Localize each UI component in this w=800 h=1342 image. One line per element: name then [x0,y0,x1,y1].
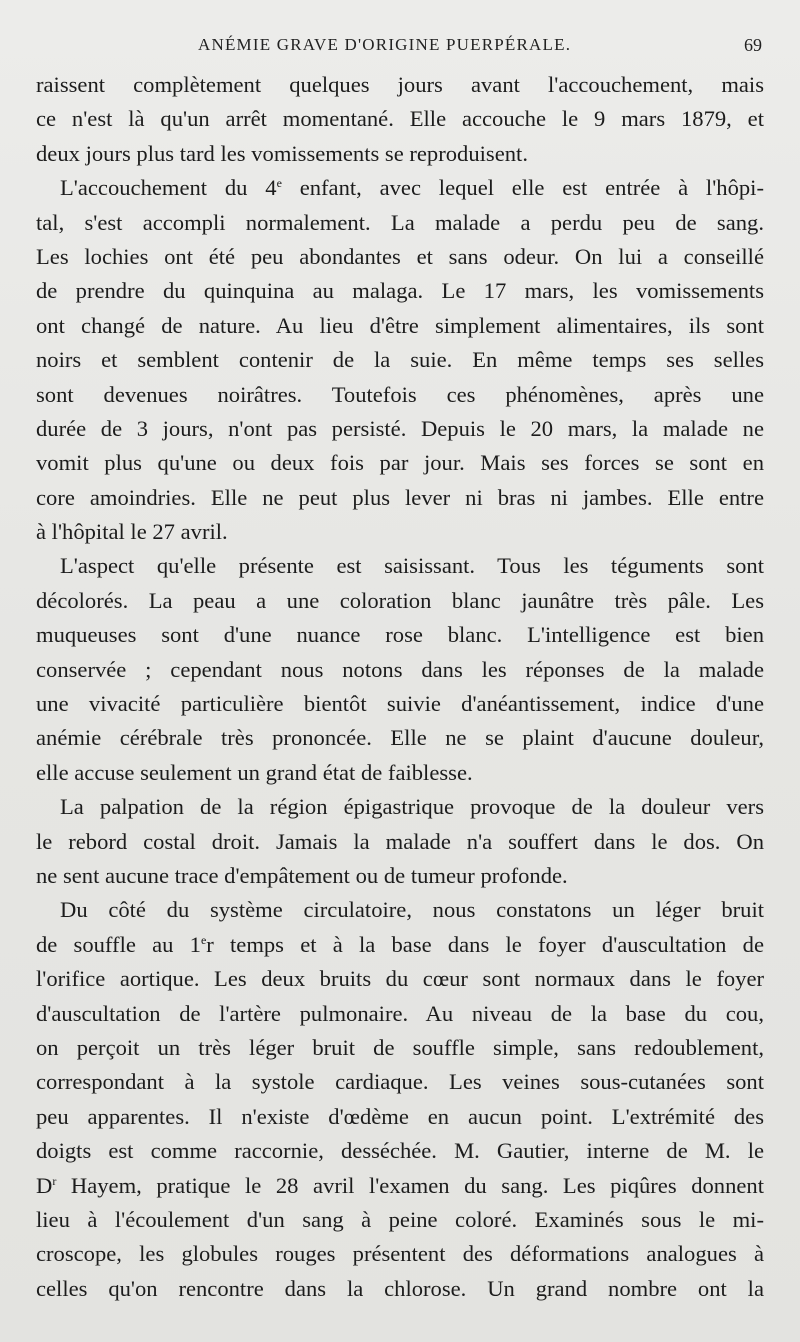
text-line: de prendre du quinquina au malaga. Le 17 mars, les vomissements [36,278,764,304]
text-line: tal, s'est accompli normalement. La malade a perdu peu de sang. [36,209,764,235]
text-line: durée de 3 jours, n'ont pas persisté. Depuis le 20 mars, la malade ne [36,415,764,441]
text-line: elle accuse seulement un grand état de faiblesse. [36,759,473,785]
text-line: une vivacité particulière bientôt suivie d'anéantissement, indice d'une [36,691,764,717]
text-line: celles qu'on rencontre dans la chlorose. Un grand nombre ont la [36,1275,764,1301]
text-line: deux jours plus tard les vomissements se reproduisent. [36,140,528,166]
text-line: l'orifice aortique. Les deux bruits du cœur sont normaux dans le foyer [36,966,764,992]
text-line: Du côté du système circulatoire, nous constatons un léger bruit [60,897,764,923]
text-line: le rebord costal droit. Jamais la malade n'a souffert dans le dos. On [36,828,764,854]
text-line: correspondant à la systole cardiaque. Les veines sous-cutanées sont [36,1069,764,1095]
text-line: décolorés. La peau a une coloration blanc jaunâtre très pâle. Les [36,587,764,613]
text-line: doigts est comme raccornie, desséchée. M. Gautier, interne de M. le [36,1138,764,1164]
running-head-title: ANÉMIE GRAVE D'ORIGINE PUERPÉRALE. [198,35,572,54]
running-head [0,35,800,59]
text-line: ont changé de nature. Au lieu d'être simplement alimentaires, ils sont [36,312,764,338]
text-line: sont devenues noirâtres. Toutefois ces phénomènes, après une [36,381,764,407]
body-text [36,68,764,1306]
page-number: 69 [744,35,762,55]
text-line: core amoindries. Elle ne peut plus lever ni bras ni jambes. Elle entre [36,484,764,510]
text-line: d'auscultation de l'artère pulmonaire. Au niveau de la base du cou, [36,1000,764,1026]
text-line: anémie cérébrale très prononcée. Elle ne se plaint d'aucune douleur, [36,725,764,751]
text-line: croscope, les globules rouges présentent des déformations analogues à [36,1241,764,1267]
text-line: L'aspect qu'elle présente est saisissant. Tous les téguments sont [60,553,764,579]
text-line: lieu à l'écoulement d'un sang à peine coloré. Examinés sous le mi- [36,1206,764,1232]
text-line: La palpation de la région épigastrique provoque de la douleur vers [60,794,764,820]
text-line: raissent complètement quelques jours avant l'accouchement, mais [36,72,764,97]
text-line: vomit plus qu'une ou deux fois par jour. Mais ses forces se sont en [36,450,764,476]
text-line: à l'hôpital le 27 avril. [36,519,228,545]
text-line: noirs et semblent contenir de la suie. En même temps ses selles [36,347,764,373]
text-line: muqueuses sont d'une nuance rose blanc. L'intelligence est bien [36,622,764,648]
text-line: ce n'est là qu'un arrêt momentané. Elle accouche le 9 mars 1879, et [36,106,764,132]
text-line: peu apparentes. Il n'existe d'œdème en aucun point. L'extrémité des [36,1103,764,1129]
text-line: ne sent aucune trace d'empâtement ou de tumeur profonde. [36,862,568,888]
text-line: $D^r$ Hayem, pratique le 28 avril l'examen du sang. Les piqûres donnent [36,1172,764,1198]
text-line: de souffle au 1er temps et à la base dans le foyer d'auscultation de [36,931,764,957]
text-line: Les lochies ont été peu abondantes et sans odeur. On lui a conseillé [36,243,764,269]
text-line: L'accouchement du 4e enfant, avec lequel elle est entrée à l'hôpi- [60,175,764,201]
text-line: on perçoit un très léger bruit de souffle simple, sans redoublement, [36,1034,764,1060]
text-line: conservée ; cependant nous notons dans les réponses de la malade [36,656,764,682]
